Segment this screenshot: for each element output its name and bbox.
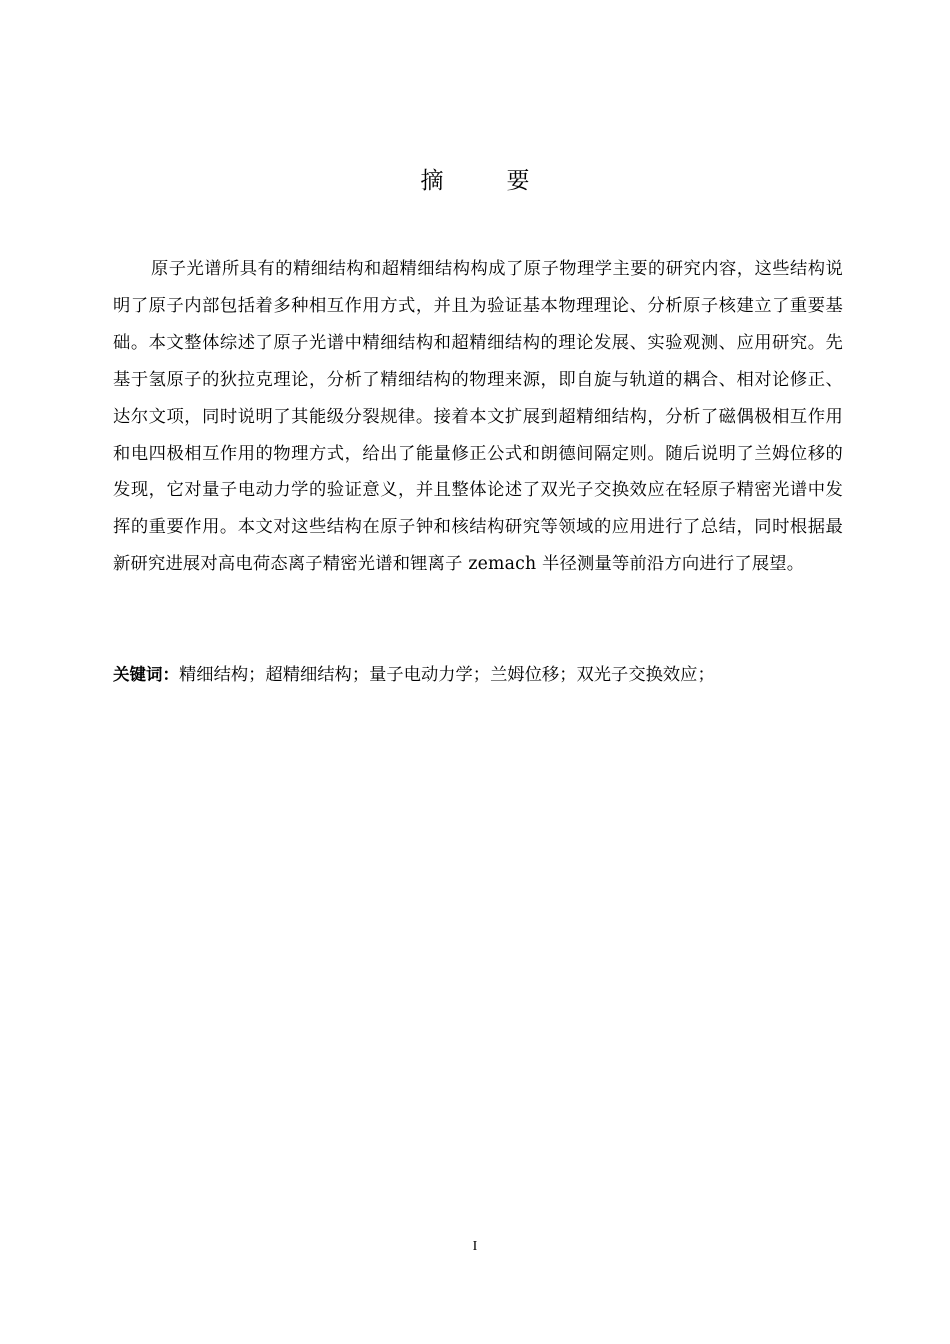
keywords-line — [113, 660, 853, 690]
keywords-separator: ： — [162, 665, 179, 684]
keywords-label: 关键词 — [113, 665, 163, 684]
abstract-body: 原子光谱所具有的精细结构和超精细结构构成了原子物理学主要的研究内容，这些结构说明了原子内部包括着多种相互作用方式，并且为验证基本物理理论、分析原子核建立了重要基础。本文整体综述了原子光谱中精细结构和超精细结构的理论发展、实验观测、应用研究。先基于氢原子的狄拉克理论，分析了精细结构的物理来源，即自旋与轨道的耦合、相对论修正、达尔文项，同时说明了其能级分裂规律。接着本文扩展到超精细结构，分析了磁偶极相互作用和电四极相互作用的物理方式，给出了能量修正公式和朗德间隔定则。随后说明了兰姆位移的发现，它对量子电动力学的验证意义，并且整体论述了双光子交换效应在轻原子精密光谱中发挥的重要作用。本文对这些结构在原子钟和核结构研究等领域的应用进行了总结，同时根据最新研究进展对高电荷态离子精密光谱和锂离子 zemach 半径测量等前沿方向进行了展望。 — [113, 259, 843, 575]
abstract-title: 摘 要 — [420, 168, 550, 194]
page-number: I — [472, 1239, 478, 1254]
keywords-text: 精细结构；超精细结构；量子电动力学；兰姆位移；双光子交换效应； — [179, 665, 715, 685]
